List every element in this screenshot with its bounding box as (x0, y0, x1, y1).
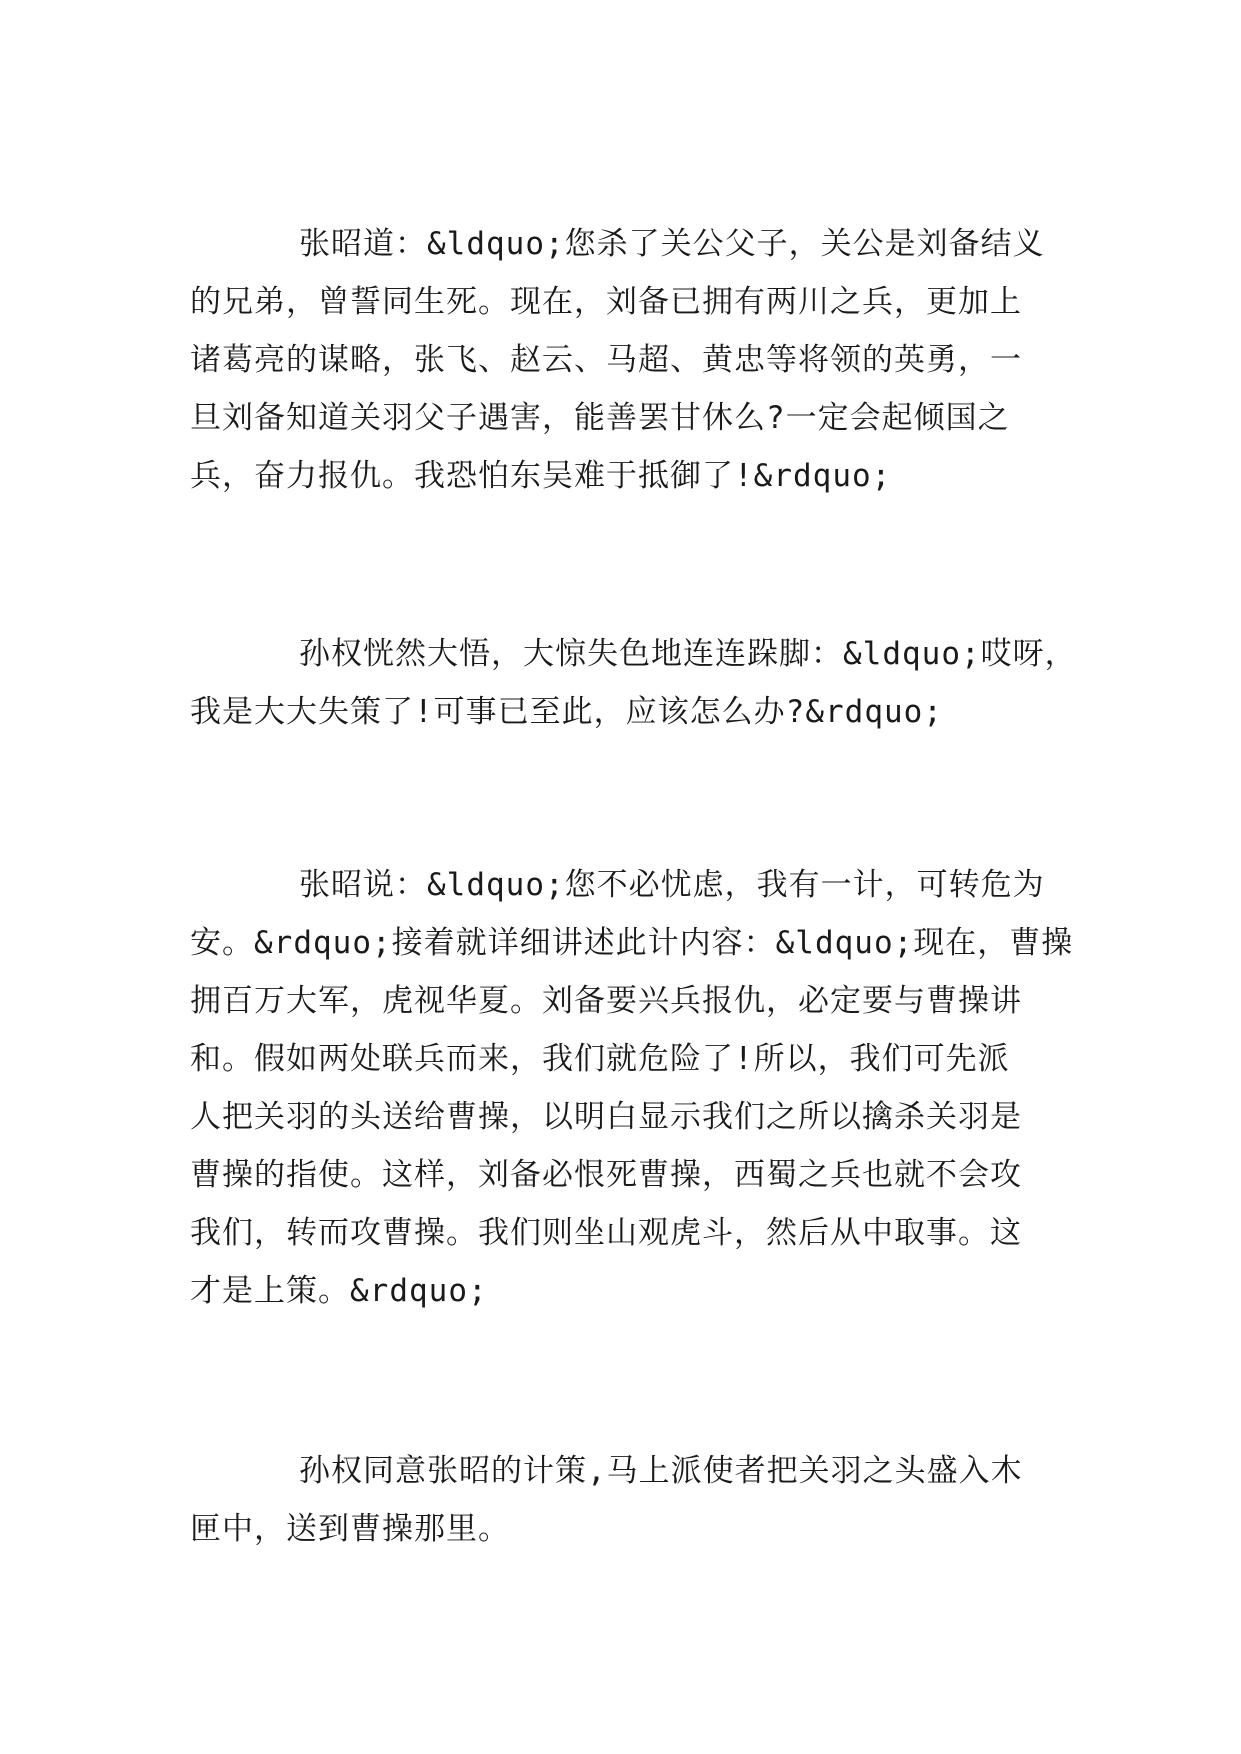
text-line: 人把关羽的头送给曹操，以明白显示我们之所以擒杀关羽是 (190, 1099, 1022, 1135)
text-line: 才是上策。&rdquo; (190, 1273, 488, 1309)
text-line: 我是大大失策了!可事已至此，应该怎么办?&rdquo; (190, 694, 943, 730)
text-line: 孙权同意张昭的计策,马上派使者把关羽之头盛入木 (299, 1453, 1023, 1489)
paragraph-zhang-zhao-warning (190, 215, 1070, 505)
text-line: 诸葛亮的谋略，张飞、赵云、马超、黄忠等将领的英勇，一 (190, 342, 1022, 378)
paragraph-sun-quan-agrees (190, 1442, 1070, 1558)
text-line: 张昭说：&ldquo;您不必忧虑，我有一计，可转危为 (299, 867, 1045, 903)
text-line: 我们，转而攻曹操。我们则坐山观虎斗，然后从中取事。这 (190, 1215, 1022, 1251)
text-line: 和。假如两处联兵而来，我们就危险了!所以，我们可先派 (190, 1041, 1010, 1077)
text-line: 曹操的指使。这样，刘备必恨死曹操，西蜀之兵也就不会攻 (190, 1157, 1022, 1193)
paragraph-zhang-zhao-plan (190, 856, 1074, 1320)
paragraph-sun-quan-realizes (190, 625, 1077, 741)
text-line: 旦刘备知道关羽父子遇害，能善罢甘休么?一定会起倾国之 (190, 400, 1010, 436)
text-line: 安。&rdquo;接着就详细讲述此计内容：&ldquo;现在，曹操 (190, 925, 1074, 961)
text-line: 兵，奋力报仇。我恐怕东吴难于抵御了!&rdquo; (190, 458, 892, 494)
text-line: 的兄弟，曾誓同生死。现在，刘备已拥有两川之兵，更加上 (190, 284, 1022, 320)
text-line: 拥百万大军，虎视华夏。刘备要兴兵报仇，必定要与曹操讲 (190, 983, 1022, 1019)
text-line: 孙权恍然大悟，大惊失色地连连跺脚：&ldquo;哎呀， (299, 636, 1077, 672)
text-line: 张昭道：&ldquo;您杀了关公父子，关公是刘备结义 (299, 226, 1045, 262)
text-line: 匣中，送到曹操那里。 (190, 1511, 510, 1547)
